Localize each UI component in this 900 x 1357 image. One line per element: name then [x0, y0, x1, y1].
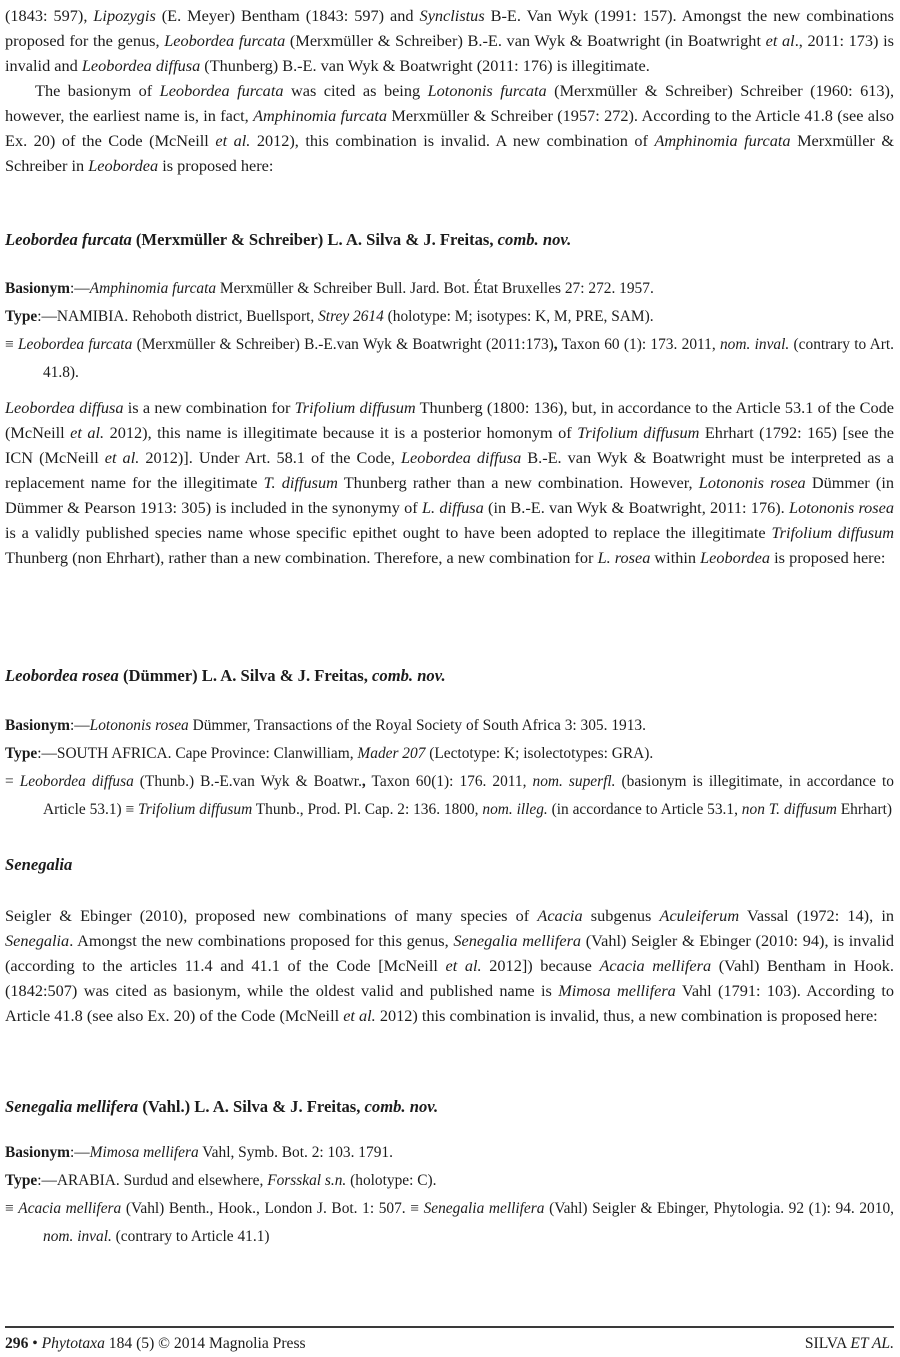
text-run: 2012)]. Under Art. 58.1 of the Code,: [139, 448, 401, 467]
text-run: Thunb., Prod. Pl. Cap. 2: 136. 1800,: [252, 801, 483, 818]
synonym-line: [5, 1195, 894, 1251]
text-run: :—ARABIA. Surdud and elsewhere,: [37, 1172, 268, 1189]
text-run: T. diffusum: [263, 473, 338, 492]
species-heading-leobordea-furcata: [5, 227, 894, 252]
text-run: et al.: [70, 423, 105, 442]
text-run: Merxmüller & Schreiber in: [5, 131, 894, 175]
text-run: is proposed here:: [770, 548, 886, 567]
text-run: et al: [765, 31, 795, 50]
nomenclature-block-rosea: [5, 712, 894, 824]
text-run: Acacia mellifera: [18, 1200, 122, 1217]
text-run: L. diffusa: [422, 498, 484, 517]
text-run: Vassal (1972: 14), in: [739, 906, 894, 925]
text-run: B-E. Van Wyk (1991: 157). Amongst the new combinations proposed for the genus,: [5, 6, 895, 50]
text-run: (Thunb.) B.-E.van Wyk & Boatwr.: [133, 773, 362, 790]
text-run: Leobordea diffusa: [400, 448, 522, 467]
text-run: Thunberg rather than a new combination. However,: [337, 473, 699, 492]
text-run: (holotype: M; isotypes: K, M, PRE, SAM).: [383, 308, 654, 325]
text-run: Lipozygis: [93, 6, 156, 25]
text-run: (Merxmüller & Schreiber) L. A. Silva & J. Freitas,: [131, 230, 498, 249]
text-run: is a validly published species name whose specific epithet ought to have been adopted to replace the illegitimate: [5, 523, 772, 542]
text-run: Merxmüller & Schreiber (1957: 272). According to the Article 41.8 (see also Ex. 20) of the Code (McNeill: [5, 106, 894, 150]
text-run: Senegalia mellifera: [453, 931, 582, 950]
text-run: Phytotaxa: [41, 1335, 105, 1352]
paragraph-senegalia-discussion: [5, 903, 894, 1028]
page-footer: [5, 1326, 894, 1357]
text-run: (contrary to Art. 41.8).: [43, 336, 895, 381]
text-run: Thunberg (non Ehrhart), rather than a new combination. Therefore, a new combination for: [5, 548, 598, 567]
text-run: (Merxmüller & Schreiber) B.-E.van Wyk & Boatwright (2011:173): [132, 336, 554, 353]
text-run: ,: [553, 336, 558, 353]
text-run: Lotononis rosea: [89, 717, 189, 734]
text-run: Type: [5, 308, 38, 325]
text-run: Lotononis furcata: [427, 81, 547, 100]
text-run: Amphinomia furcata: [89, 280, 217, 297]
paragraph-basionym-discussion: [5, 78, 894, 178]
text-run: non T. diffusum: [741, 801, 837, 818]
text-run: Lotononis rosea: [698, 473, 806, 492]
text-run: nom. superfl.: [532, 773, 616, 790]
text-run: was cited as being: [283, 81, 428, 100]
text-run: Merxmüller & Schreiber Bull. Jard. Bot. État Bruxelles 27: 272. 1957.: [216, 280, 654, 297]
text-run: (Vahl) Benth., Hook., London J. Bot. 1: 507. ≡: [121, 1200, 424, 1217]
text-run: Leobordea furcata: [159, 81, 284, 100]
text-run: Trifolium diffusum: [577, 423, 700, 442]
text-run: Ehrhart (1792: 165) [see the ICN (McNeill: [5, 423, 895, 467]
text-run: is a new combination for: [123, 398, 295, 417]
text-run: (Vahl) Seigler & Ebinger, Phytologia. 92 (1): 94. 2010,: [544, 1200, 894, 1217]
basionym-line: [5, 1139, 894, 1167]
basionym-line: [5, 275, 894, 303]
text-run: Taxon 60(1): 176. 2011,: [365, 773, 533, 790]
text-run: (in accordance to Article 53.1,: [547, 801, 742, 818]
text-run: :—NAMIBIA. Rehoboth district, Buellsport,: [37, 308, 319, 325]
text-run: :—SOUTH AFRICA. Cape Province: Clanwilliam,: [37, 745, 358, 762]
text-run: nom. illeg.: [482, 801, 548, 818]
text-run: ET AL.: [850, 1335, 894, 1352]
text-run: The basionym of: [35, 81, 160, 100]
text-run: (Merxmüller & Schreiber) Schreiber (1960: 613), however, the earliest name is, in fact,: [5, 81, 895, 125]
text-run: ., 2011: 173) is invalid and: [5, 31, 894, 75]
text-run: comb. nov.: [497, 230, 572, 249]
text-run: subgenus: [582, 906, 660, 925]
text-run: . Amongst the new combinations proposed for this genus,: [69, 931, 454, 950]
text-run: Acacia: [537, 906, 583, 925]
text-run: Trifolium diffusum: [294, 398, 416, 417]
text-run: :—: [70, 1144, 90, 1161]
text-run: (in B.-E. van Wyk & Boatwright, 2011: 176).: [483, 498, 790, 517]
text-run: (contrary to Article 41.1): [111, 1228, 270, 1245]
text-run: Amphinomia furcata: [253, 106, 388, 125]
text-run: (E. Meyer) Bentham (1843: 597) and: [155, 6, 420, 25]
text-run: (Lectotype: K; isolectotypes: GRA).: [425, 745, 654, 762]
text-run: (Vahl) Seigler & Ebinger (2010: 94), is invalid (according to the articles 11.4 and 41.1 of the Code [McNeill: [5, 931, 894, 975]
text-run: Taxon 60 (1): 173. 2011,: [557, 336, 720, 353]
type-line: [5, 303, 894, 331]
text-run: (Thunberg) B.-E. van Wyk & Boatwright (2011: 176) is illegitimate.: [200, 56, 650, 75]
text-run: SILVA: [804, 1335, 851, 1352]
type-line: [5, 1167, 894, 1195]
species-heading-senegalia-mellifera: [5, 1094, 894, 1119]
text-run: Senegalia: [5, 931, 70, 950]
text-run: 296: [5, 1335, 29, 1352]
text-run: Aculeiferum: [659, 906, 740, 925]
text-run: Trifolium diffusum: [138, 801, 253, 818]
text-run: Seigler & Ebinger (2010), proposed new combinations of many species of: [5, 906, 538, 925]
text-run: nom. inval.: [43, 1228, 112, 1245]
footer-citation: [5, 1334, 306, 1353]
text-run: (basionym is illegitimate, in accordance to Article 53.1) ≡: [43, 773, 895, 818]
text-run: Vahl (1791: 103). According to Article 41.8 (see also Ex. 20) of the Code (McNeill: [5, 981, 894, 1025]
text-run: Forsskal s.n.: [267, 1172, 347, 1189]
text-run: Basionym: [5, 280, 70, 297]
text-run: (Dümmer) L. A. Silva & J. Freitas,: [118, 666, 373, 685]
text-run: Leobordea rosea: [5, 666, 119, 685]
text-run: Mimosa mellifera: [558, 981, 676, 1000]
type-line: [5, 740, 894, 768]
text-run: et al.: [215, 131, 251, 150]
text-run: =: [5, 773, 20, 790]
text-run: Senegalia: [5, 855, 73, 874]
text-run: Leobordea diffusa: [81, 56, 201, 75]
text-run: Type: [5, 745, 38, 762]
text-run: is proposed here:: [158, 156, 274, 175]
text-run: Amphinomia furcata: [654, 131, 791, 150]
text-run: Mimosa mellifera: [89, 1144, 199, 1161]
text-run: L. rosea: [597, 548, 651, 567]
synonym-line: [5, 768, 894, 824]
text-run: Leobordea furcata: [164, 31, 286, 50]
text-run: et al.: [343, 1006, 376, 1025]
text-run: Senegalia mellifera: [5, 1097, 139, 1116]
text-run: (Merxmüller & Schreiber) B.-E. van Wyk & Boatwright (in Boatwright: [285, 31, 766, 50]
paragraph-continuation: [5, 3, 894, 78]
text-run: Strey 2614: [318, 308, 384, 325]
text-run: Dümmer (in Dümmer & Pearson 1913: 305) is included in the synonymy of: [5, 473, 894, 517]
text-run: Type: [5, 1172, 38, 1189]
text-run: (Vahl) Bentham in Hook. (1842:507) was cited as basionym, while the oldest valid and published name is: [5, 956, 895, 1000]
text-run: Leobordea furcata: [5, 230, 132, 249]
text-run: Leobordea furcata: [17, 336, 133, 353]
basionym-line: [5, 712, 894, 740]
text-run: (1843: 597),: [5, 6, 94, 25]
text-run: nom. inval.: [719, 336, 790, 353]
nomenclature-block-furcata: [5, 275, 894, 387]
footer-running-author: [805, 1334, 894, 1353]
text-run: Trifolium diffusum: [771, 523, 894, 542]
text-run: Leobordea: [700, 548, 771, 567]
text-run: (Vahl.) L. A. Silva & J. Freitas,: [138, 1097, 365, 1116]
text-run: Basionym: [5, 717, 70, 734]
species-heading-leobordea-rosea: [5, 663, 894, 688]
text-run: Leobordea diffusa: [5, 398, 124, 417]
text-run: et al.: [104, 448, 140, 467]
text-run: comb. nov.: [372, 666, 446, 685]
text-run: 2012), this combination is invalid. A new combination of: [250, 131, 655, 150]
text-run: Lotononis rosea: [789, 498, 895, 517]
genus-heading-senegalia: [5, 852, 894, 877]
nomenclature-block-mellifera: [5, 1139, 894, 1251]
synonym-line: [5, 331, 894, 387]
text-run: Basionym: [5, 1144, 70, 1161]
text-run: •: [28, 1335, 42, 1352]
text-run: Leobordea diffusa: [19, 773, 134, 790]
text-run: comb. nov.: [364, 1097, 439, 1116]
text-run: Synclistus: [419, 6, 485, 25]
text-run: Mader 207: [357, 745, 426, 762]
text-run: Leobordea: [88, 156, 159, 175]
text-run: (holotype: C).: [346, 1172, 437, 1189]
text-run: Thunberg (1800: 136), but, in accordance to the Article 53.1 of the Code (McNeill: [5, 398, 894, 442]
text-run: 184 (5) © 2014 Magnolia Press: [104, 1335, 306, 1352]
text-run: :—: [70, 717, 90, 734]
text-run: B.-E. van Wyk & Boatwright must be interpreted as a replacement name for the illegitimate: [5, 448, 895, 492]
paragraph-diffusa-discussion: [5, 395, 894, 570]
text-run: 2012) this combination is invalid, thus, a new combination is proposed here:: [375, 1006, 878, 1025]
text-run: 2012), this name is illegitimate because it is a posterior homonym of: [104, 423, 578, 442]
text-run: Dümmer, Transactions of the Royal Society of South Africa 3: 305. 1913.: [188, 717, 646, 734]
text-run: Ehrhart): [836, 801, 892, 818]
text-run: ,: [361, 773, 366, 790]
text-run: et al.: [445, 956, 482, 975]
text-run: Vahl, Symb. Bot. 2: 103. 1791.: [198, 1144, 393, 1161]
text-run: within: [650, 548, 701, 567]
text-run: 2012]) because: [481, 956, 600, 975]
text-run: ≡: [5, 336, 18, 353]
text-run: :—: [70, 280, 90, 297]
text-run: Senegalia mellifera: [423, 1200, 545, 1217]
text-run: ≡: [5, 1200, 19, 1217]
text-run: Acacia mellifera: [599, 956, 712, 975]
